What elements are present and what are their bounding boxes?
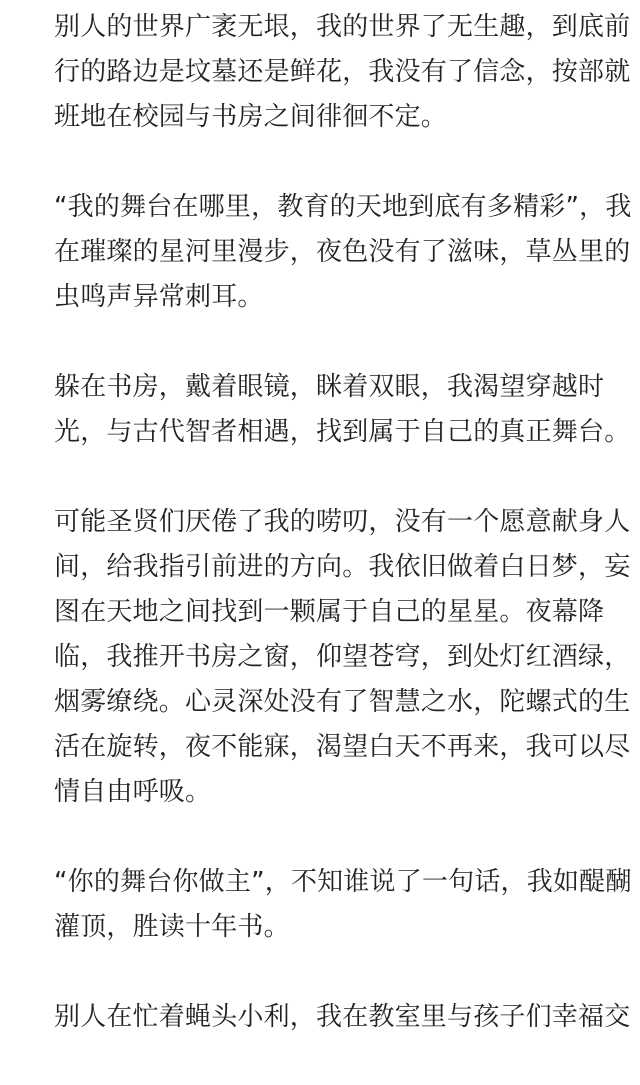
text-line: 图在天地之间找到一颗属于自己的星星。夜幕降	[54, 597, 605, 627]
text-line: 间，给我指引前进的方向。我依旧做着白日梦，妄	[54, 552, 631, 582]
text-line: 光，与古代智者相遇，找到属于自己的真正舞台。	[54, 417, 631, 447]
text-line: 情自由呼吸。	[54, 777, 212, 807]
text-line: “你的舞台你做主”，不知谁说了一句话，我如醍醐	[54, 867, 632, 897]
text-line: 班地在校园与书房之间徘徊不定。	[54, 102, 448, 132]
text-line: “我的舞台在哪里，教育的天地到底有多精彩”，我	[54, 192, 632, 222]
text-line: 活在旋转，夜不能寐，渴望白天不再来，我可以尽	[54, 732, 631, 762]
text-line: 灌顶，胜读十年书。	[54, 912, 290, 942]
text-line: 躲在书房，戴着眼镜，眯着双眼，我渴望穿越时	[54, 372, 605, 402]
paragraph-2	[54, 185, 632, 320]
text-line: 临，我推开书房之窗，仰望苍穹，到处灯红酒绿，	[54, 642, 631, 672]
text-line: 行的路边是坟墓还是鲜花，我没有了信念，按部就	[54, 57, 631, 87]
paragraph-6	[54, 995, 631, 1040]
text-line: 可能圣贤们厌倦了我的唠叨，没有一个愿意献身人	[54, 507, 631, 537]
paragraph-3	[54, 365, 631, 455]
text-line: 在璀璨的星河里漫步，夜色没有了滋味，草丛里的	[54, 237, 631, 267]
text-line: 别人的世界广袤无垠，我的世界了无生趣，到底前	[54, 12, 631, 42]
paragraph-4	[54, 500, 631, 815]
text-line: 别人在忙着蝇头小利，我在教室里与孩子们幸福交	[54, 1002, 631, 1032]
article-body	[54, 5, 632, 1085]
paragraph-1	[54, 5, 631, 140]
paragraph-5	[54, 860, 632, 950]
text-line: 虫鸣声异常刺耳。	[54, 282, 264, 312]
text-line: 烟雾缭绕。心灵深处没有了智慧之水，陀螺式的生	[54, 687, 631, 717]
